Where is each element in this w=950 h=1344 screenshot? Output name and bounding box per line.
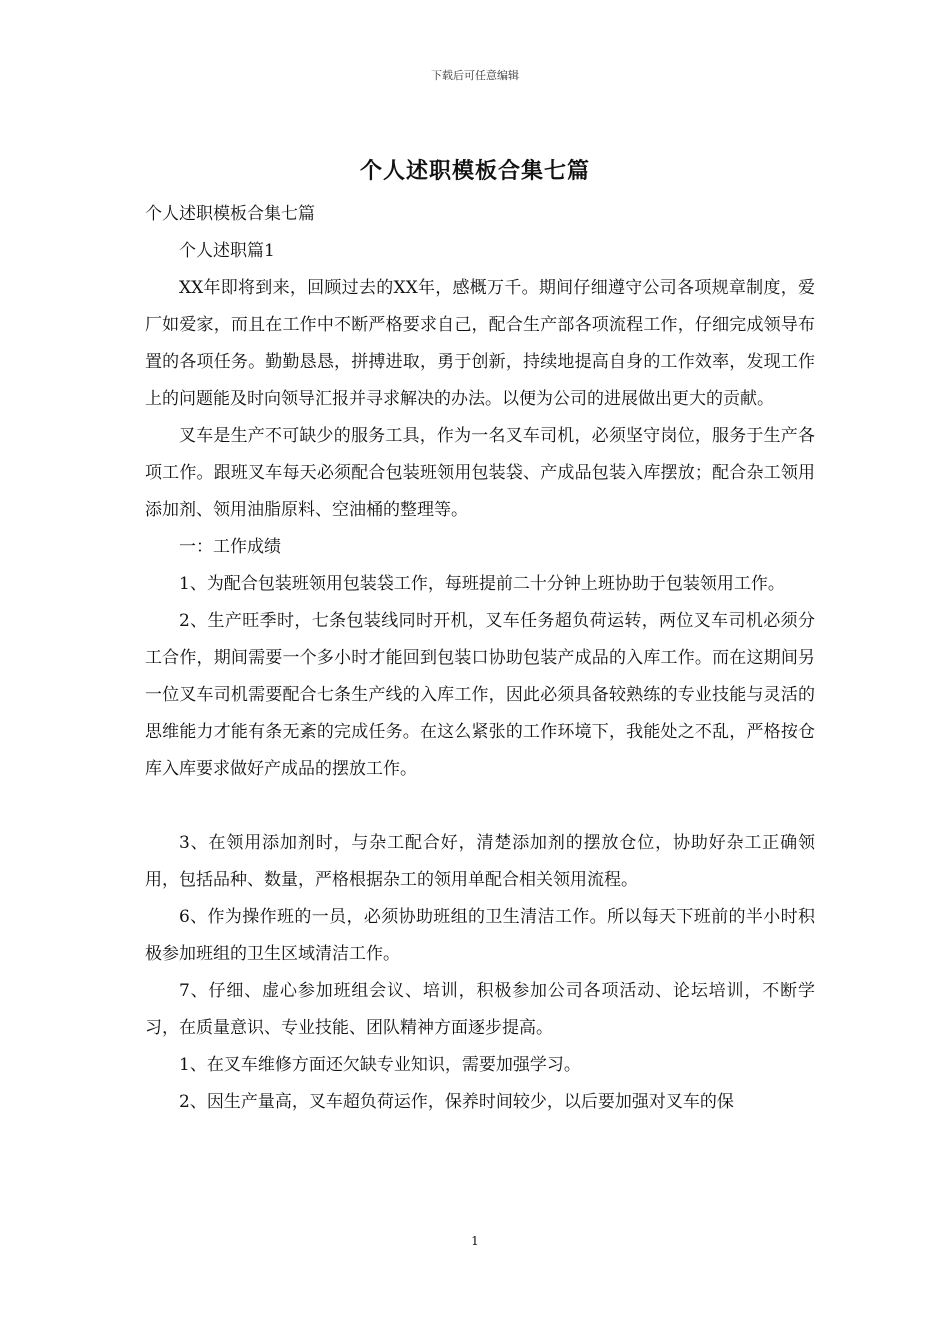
section-heading: 个人述职篇1 xyxy=(179,241,275,261)
header-note: 下载后可任意编辑 xyxy=(431,69,519,82)
paragraph-item-6: 6、作为操作班的一员，必须协助班组的卫生清洁工作。所以每天下班前的半小时积极参加班组的卫生区域清洁工作。 xyxy=(145,907,815,964)
paragraph-intro: XX年即将到来，回顾过去的XX年，感概万千。期间仔细遵守公司各项规章制度，爱厂如爱家，而且在工作中不断严格要求自己，配合生产部各项流程工作，仔细完成领导布置的各项任务。勤勤恳恳，拼搏进取，勇于创新，持续地提高自身的工作效率，发现工作上的问题能及时向领导汇报并寻求解决的办法。以便为公司的进展做出更大的贡献。 xyxy=(145,278,815,409)
paragraph-item-7: 7、仔细、虚心参加班组会议、培训，积极参加公司各项活动、论坛培训，不断学习，在质量意识、专业技能、团队精神方面逐步提高。 xyxy=(145,981,815,1038)
document-subtitle: 个人述职模板合集七篇 xyxy=(145,204,315,224)
paragraph-achievements-heading: 一：工作成绩 xyxy=(179,537,281,557)
paragraph-item-1: 1、为配合包装班领用包装袋工作，每班提前二十分钟上班协助于包装领用工作。 xyxy=(179,574,785,594)
paragraph-item-3: 3、在领用添加剂时，与杂工配合好，清楚添加剂的摆放仓位，协助好杂工正确领用，包括品种、数量，严格根据杂工的领用单配合相关领用流程。 xyxy=(145,833,815,890)
page-number: 1 xyxy=(471,1234,479,1248)
paragraph-shortcoming-2: 2、因生产量高，叉车超负荷运作，保养时间较少，以后要加强对叉车的保 xyxy=(179,1092,734,1112)
paragraph-shortcoming-1: 1、在叉车维修方面还欠缺专业知识，需要加强学习。 xyxy=(179,1055,581,1075)
paragraph-forklift-role: 叉车是生产不可缺少的服务工具，作为一名叉车司机，必须坚守岗位，服务于生产各项工作。跟班叉车每天必须配合包装班领用包装袋、产成品包装入库摆放；配合杂工领用添加剂、领用油脂原料、空油桶的整理等。 xyxy=(145,426,815,520)
blank-line xyxy=(145,788,815,825)
paragraph-item-2: 2、生产旺季时，七条包装线同时开机，叉车任务超负荷运转，两位叉车司机必须分工合作，期间需要一个多小时才能回到包装口协助包装产成品的入库工作。而在这期间另一位叉车司机需要配合七条生产线的入库工作，因此必须具备较熟练的专业技能与灵活的思维能力才能有条无紊的完成任务。在这么紧张的工作环境下，我能处之不乱，严格按仓库入库要求做好产成品的摆放工作。 xyxy=(145,611,815,779)
document-body xyxy=(145,196,815,1121)
document-title: 个人述职模板合集七篇 xyxy=(359,158,590,184)
